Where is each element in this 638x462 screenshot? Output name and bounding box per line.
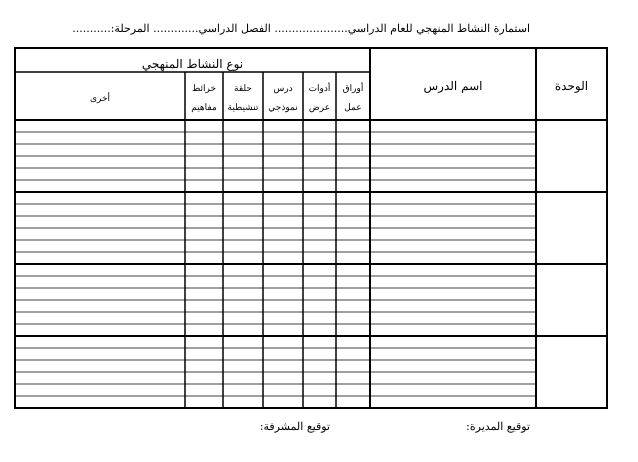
sub-col-header: أخرى bbox=[89, 94, 111, 104]
activity-type-header: نوع النشاط المنهجي bbox=[141, 57, 244, 71]
lesson-column-header: اسم الدرس bbox=[423, 79, 483, 93]
form-title: استمارة النشاط المنهجي للعام الدراسي..................... الفصل الدراسي............. المرحلة:........... bbox=[72, 22, 530, 35]
sub-col-header: مفاهيم bbox=[191, 103, 217, 113]
sub-col-header: عمل bbox=[344, 103, 362, 113]
sub-col-header: تنشيطية bbox=[227, 103, 259, 113]
sub-col-header: أوراق bbox=[342, 84, 364, 94]
sub-col-header: خرائط bbox=[191, 84, 217, 94]
sub-col-header: درس bbox=[273, 84, 293, 94]
sub-col-header: نموذجي bbox=[268, 103, 298, 113]
sub-col-header: أدوات bbox=[308, 84, 331, 94]
sub-col-header: حلقة bbox=[234, 84, 252, 94]
sub-col-header: عرض bbox=[308, 103, 331, 113]
supervisor-signature-label: توقيع المشرفة: bbox=[259, 420, 330, 433]
principal-signature-label: توقيع المديرة: bbox=[466, 420, 530, 433]
unit-column-header: الوحدة bbox=[554, 79, 589, 93]
